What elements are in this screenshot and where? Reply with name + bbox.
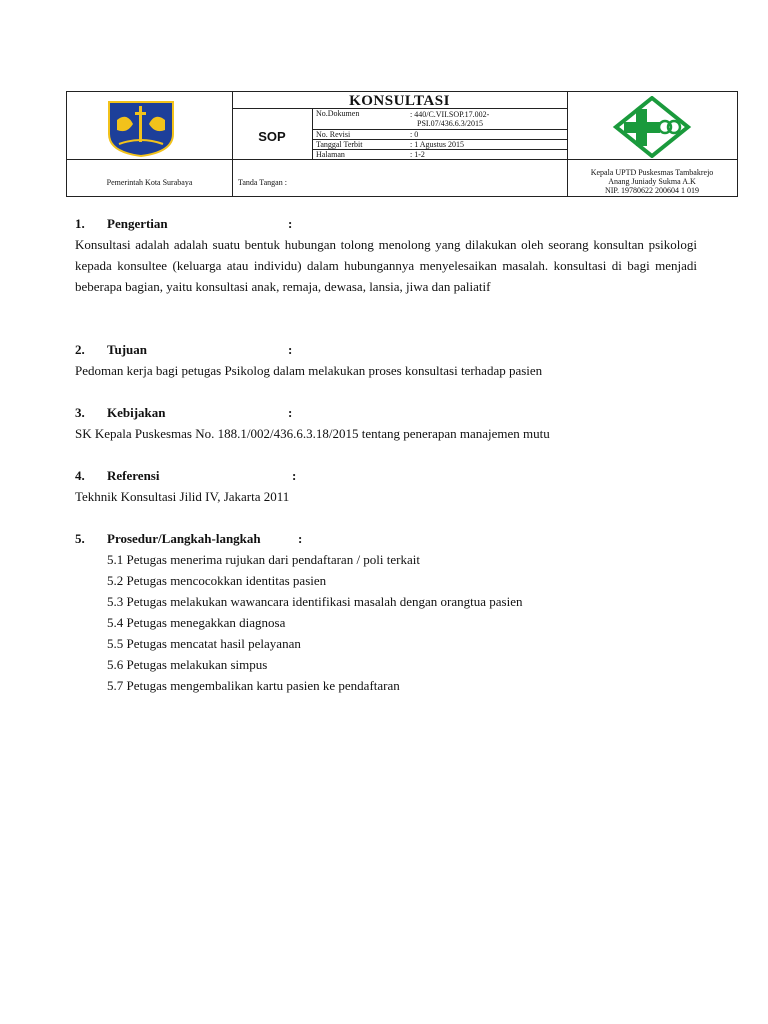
section-4-colon: : [292, 468, 297, 483]
section-3-number: 3. [75, 405, 85, 420]
section-4-title: Referensi [107, 468, 160, 483]
section-5-colon: : [298, 531, 303, 546]
doc-no-label: No.Dokumen [316, 109, 360, 118]
section-5-number: 5. [75, 531, 85, 546]
page-label: Halaman [316, 150, 345, 159]
document-title: KONSULTASI [349, 93, 450, 109]
section-4-body: Tekhnik Konsultasi Jilid IV, Jakarta 2011 [75, 489, 290, 504]
page-value: : 1-2 [410, 150, 425, 159]
section-3-title: Kebijakan [107, 405, 166, 420]
doc-no-value: : 440/C.VII.SOP.17.002- [410, 110, 490, 119]
section-1-number: 1. [75, 216, 85, 231]
head-title: Kepala UPTD Puskesmas Tambakrejo [590, 168, 714, 177]
issue-date-value: : 1 Agustus 2015 [410, 140, 465, 149]
puskesmas-logo-icon [612, 96, 692, 163]
section-1-body: Konsultasi adalah adalah suatu bentuk hubungan tolong menolong yang dilakukan oleh seorang konsultan psikologi kepada konsultee (keluarga atau individu) dalam hubungannya menyelesaikan masalah. konsultasi di bagi menjadi beberapa bagian, yaitu konsultasi anak, remaja, dewasa, lansia, jiwa dan paliatif [75, 237, 697, 294]
procedure-step: 5.3 Petugas melakukan wawancara identifikasi masalah dengan orangtua pasien [107, 594, 523, 609]
head-name: Anang Juniady Sukma A.K [608, 177, 696, 186]
procedure-step: 5.5 Petugas mencatat hasil pelayanan [107, 636, 301, 651]
procedure-step: 5.1 Petugas menerima rujukan dari pendaftaran / poli terkait [107, 552, 420, 567]
section-3-colon: : [288, 405, 293, 420]
sop-label: SOP [258, 129, 286, 144]
section-1-title: Pengertian [107, 216, 168, 231]
section-4-number: 4. [75, 468, 85, 483]
signature-label: Tanda Tangan : [238, 178, 287, 187]
section-5-title: Prosedur/Langkah-langkah [107, 531, 261, 546]
doc-no-value-cont: PSI.07/436.6.3/2015 [417, 119, 484, 128]
revision-label: No. Revisi [316, 130, 351, 139]
procedure-step: 5.7 Petugas mengembalikan kartu pasien ke pendaftaran [107, 678, 400, 693]
surabaya-emblem-icon [103, 98, 179, 163]
section-2-title: Tujuan [107, 342, 147, 357]
section-2-number: 2. [75, 342, 85, 357]
head-nip: NIP. 19780622 200604 1 019 [604, 186, 699, 195]
procedure-step: 5.6 Petugas melakukan simpus [107, 657, 268, 672]
section-2-body: Pedoman kerja bagi petugas Psikolog dalam melakukan proses konsultasi terhadap pasien [75, 363, 543, 378]
revision-value: : 0 [410, 130, 419, 139]
sop-header-table [66, 91, 738, 197]
procedure-step: 5.4 Petugas menegakkan diagnosa [107, 615, 286, 630]
procedure-step: 5.2 Petugas mencocokkan identitas pasien [107, 573, 327, 588]
section-1-colon: : [288, 216, 293, 231]
section-3-body: SK Kepala Puskesmas No. 188.1/002/436.6.3.18/2015 tentang penerapan manajemen mutu [75, 426, 550, 441]
section-2-colon: : [288, 342, 293, 357]
issue-date-label: Tanggal Terbit [316, 140, 363, 149]
government-label: Pemerintah Kota Surabaya [106, 178, 193, 187]
